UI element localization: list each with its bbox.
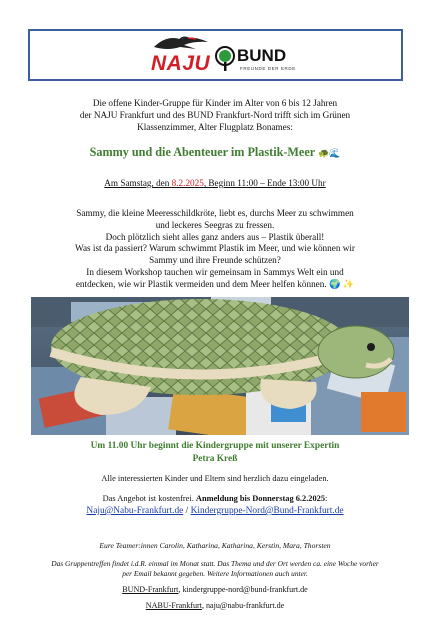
team-names: Eure Teamer:innen Carolin, Katharina, Katharina, Kerstin, Mara, Thorsten [99, 541, 331, 550]
story-line: Was ist da passiert? Warum schwimmt Plastik im Meer, und wie können wir [75, 243, 355, 254]
contact-emails [0, 506, 430, 516]
story-line: Sammy, die kleine Meeresschildkröte, liebt es, durchs Meer zu schwimmen [76, 208, 354, 218]
intro-text [0, 97, 430, 133]
bund-tagline: FREUNDE DER ERDE [240, 66, 296, 71]
story-line: Doch plötzlich sieht alles ganz anders aus – Plastik überall! [105, 231, 325, 242]
nabu-contact [0, 601, 430, 610]
date-value: 8.2.2025 [171, 178, 204, 188]
event-date [0, 178, 430, 188]
naju-email-link[interactable]: Naju@Nabu-Frankfurt.de [86, 506, 184, 516]
intro-line: der NAJU Frankfurt und des BUND Frankfurt-Nord trifft sich im Grünen [79, 110, 351, 120]
bund-contact [0, 585, 430, 594]
expert-name: Petra Kreß [192, 453, 238, 464]
date-time: , Beginn 11:00 – Ende 13:00 Uhr [203, 178, 326, 188]
expert-line: Um 11.00 Uhr beginnt die Kindergruppe mit unserer Expertin [90, 441, 340, 451]
intro-line: Die offene Kinder-Gruppe für Kinder im Alter von 6 bis 12 Jahren [92, 98, 338, 108]
logo-banner [28, 29, 403, 81]
free-offer-text: Das Angebot ist kostenfrei. [102, 494, 194, 503]
turtle-photo-illustration [31, 297, 409, 435]
nabu-frankfurt-link[interactable]: NABU-Frankfurt [145, 601, 202, 610]
globe-sparkle-icon: 🌍 ✨ [328, 278, 355, 289]
registration-colon: : [325, 494, 328, 503]
story-text [0, 208, 430, 291]
bund-contact-email: , kindergruppe-nord@bund-frankfurt.de [178, 585, 308, 594]
story-line-text: entdecken, wie wir Plastik vermeiden und dem Meer helfen können. [75, 278, 327, 289]
bund-wordmark: BUND [237, 46, 287, 65]
turtle-plastic-photo [31, 297, 409, 435]
registration-info [0, 494, 430, 503]
registration-deadline: Anmeldung bis Donnerstag 6.2.2025 [195, 494, 326, 503]
story-line [0, 279, 430, 291]
meeting-note [0, 559, 430, 579]
story-line: und leckeres Seegras zu fressen. [155, 219, 275, 230]
date-prefix: Am Samstag, den [104, 178, 170, 188]
turtle-wave-icon: 🐢🌊 [317, 148, 341, 158]
expert-text [0, 440, 430, 465]
intro-line: Klassenzimmer, Alter Flugplatz Bonames: [137, 122, 293, 132]
naju-wordmark: NAJU [151, 52, 211, 75]
note-line: Das Gruppentreffen findet i.d.R. einmal im Monat statt. Das Thema und der Ort werden ca. eine Woche vorher [51, 559, 379, 568]
event-title-text: Sammy und die Abenteuer im Plastik-Meer [89, 145, 315, 159]
bund-logo-icon [214, 46, 236, 72]
bund-frankfurt-link[interactable]: BUND-Frankfurt [122, 585, 179, 594]
note-line: per Email bekannt gegeben. Weitere Informationen auch unter. [122, 569, 308, 578]
bund-email-link[interactable]: Kindergruppe-Nord@Bund-Frankfurt.de [190, 506, 344, 516]
nabu-contact-email: , naju@nabu-frankfurt.de [201, 601, 285, 610]
email-separator: / [183, 506, 191, 516]
story-line: Sammy und ihre Freunde schützen? [149, 255, 281, 266]
story-line: In diesem Workshop tauchen wir gemeinsam in Sammys Welt ein und [86, 266, 344, 277]
event-title [0, 145, 430, 160]
invitation-text: Alle interessierten Kinder und Eltern sind herzlich dazu eingeladen. [101, 474, 329, 483]
